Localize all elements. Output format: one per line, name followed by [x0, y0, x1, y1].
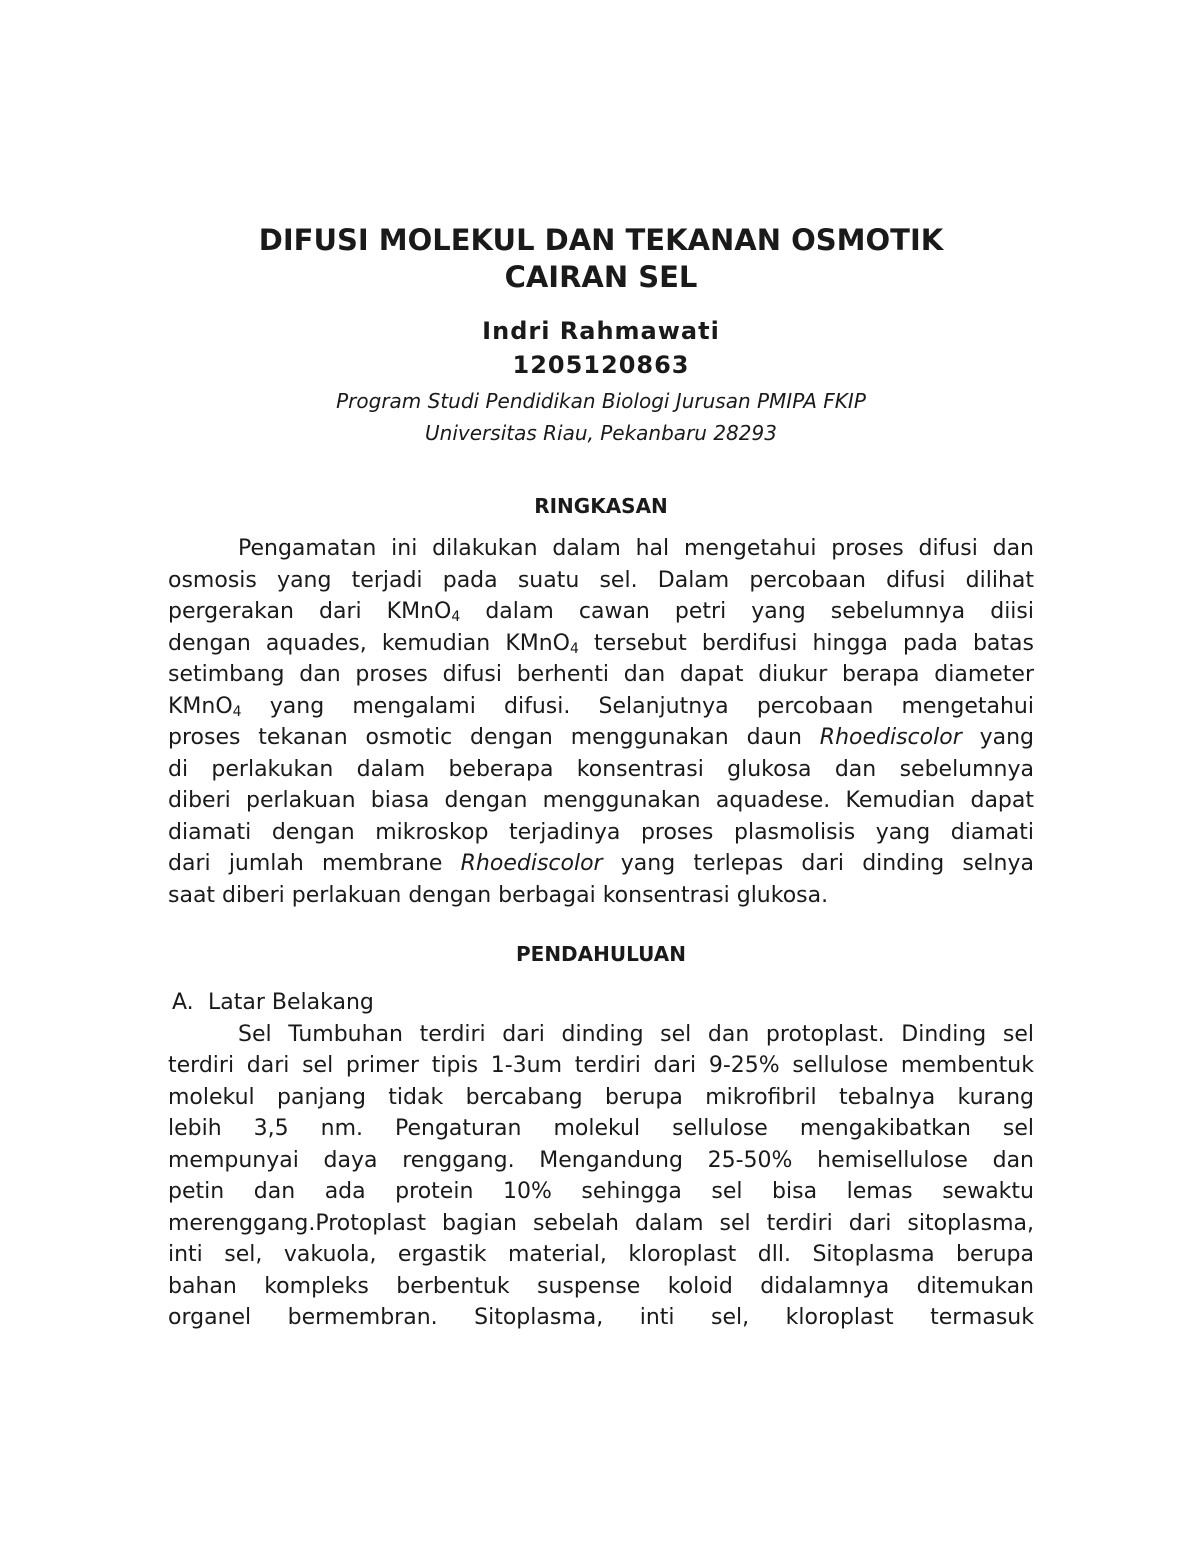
intro-line: organel bermembran. Sitoplasma, inti sel, kloroplast termasuk: [168, 1305, 1034, 1330]
abstract-text: KMnO: [168, 693, 233, 719]
intro-line: Sel Tumbuhan terdiri dari dinding sel dan protoplast. Dinding sel: [238, 1021, 1034, 1047]
abstract-text: yang mengalami difusi. Selanjutnya percobaan mengetahui: [241, 693, 1034, 719]
intro-line: mempunyai daya renggang. Mengandung 25-50% hemisellulose dan: [168, 1147, 1034, 1173]
abstract-line: diberi perlakuan biasa dengan menggunakan aquadese. Kemudian dapat: [168, 788, 1034, 813]
intro-line: molekul panjang tidak bercabang berupa mikrofibril tebalnya kurang: [168, 1084, 1034, 1110]
subsection-letter: A.: [172, 990, 194, 1015]
title-line-2: CAIRAN SEL: [504, 260, 698, 294]
abstract-text: dengan aquades, kemudian KMnO: [168, 630, 570, 656]
subscript: 4: [232, 703, 242, 720]
abstract-line: diamati dengan mikroskop terjadinya proses plasmolisis yang diamati: [168, 819, 1034, 845]
author-name: Indri Rahmawati: [482, 317, 720, 345]
abstract-line: Pengamatan ini dilakukan dalam hal mengetahui proses difusi dan: [238, 536, 1034, 561]
intro-line: terdiri dari sel primer tipis 1-3um terdiri dari 9-25% sellulose membentuk: [168, 1053, 1034, 1078]
intro-heading: PENDAHULUAN: [516, 942, 686, 966]
subsection-heading: [172, 987, 1034, 1019]
abstract-text: proses tekanan osmotic dengan menggunakan daun: [168, 725, 802, 750]
abstract-line: osmosis yang terjadi pada suatu sel. Dalam percobaan difusi dilihat: [168, 567, 1034, 593]
abstract-text: dari jumlah membrane: [168, 851, 443, 876]
subscript: 4: [451, 609, 461, 625]
abstract-line: [168, 722, 1034, 754]
subsection-title: Latar Belakang: [208, 990, 374, 1015]
abstract-line: [168, 848, 1034, 880]
abstract-line: [168, 596, 1034, 628]
abstract-paragraph: [168, 533, 1034, 911]
abstract-text: pergerakan dari KMnO: [168, 599, 452, 624]
intro-line: merenggang.Protoplast bagian sebelah dalam sel terdiri dari sitoplasma,: [168, 1210, 1034, 1236]
affiliation-line-2: Universitas Riau, Pekanbaru 28293: [425, 421, 777, 445]
intro-line: inti sel, vakuola, ergastik material, kloroplast dll. Sitoplasma berupa: [168, 1242, 1034, 1267]
abstract-text: yang terlepas dari dinding selnya: [602, 851, 1034, 876]
abstract-line: saat diberi perlakuan dengan berbagai konsentrasi glukosa.: [168, 882, 829, 908]
author-id: 1205120863: [512, 351, 690, 379]
title-line-1: DIFUSI MOLEKUL DAN TEKANAN OSMOTIK: [258, 223, 944, 257]
intro-line: lebih 3,5 nm. Pengaturan molekul sellulose mengakibatkan sel: [168, 1116, 1034, 1141]
species-name: Rhoediscolor: [819, 725, 962, 750]
abstract-line: [168, 628, 1034, 660]
intro-line: petin dan ada protein 10% sehingga sel bisa lemas sewaktu: [168, 1179, 1034, 1204]
abstract-text: yang: [961, 725, 1035, 750]
abstract-line: [168, 691, 1034, 723]
intro-paragraph: [168, 1019, 1034, 1334]
document-page: [168, 222, 1034, 1334]
abstract-heading: RINGKASAN: [534, 494, 668, 518]
document-title: [168, 222, 1034, 296]
abstract-text: tersebut berdifusi hingga pada batas: [578, 630, 1034, 656]
abstract-text: dalam cawan petri yang sebelumnya diisi: [460, 599, 1034, 624]
intro-line: bahan kompleks berbentuk suspense koloid didalamnya ditemukan: [168, 1273, 1034, 1299]
abstract-line: di perlakukan dalam beberapa konsentrasi glukosa dan sebelumnya: [168, 756, 1034, 782]
subscript: 4: [570, 640, 579, 657]
species-name: Rhoediscolor: [460, 851, 603, 876]
abstract-line: setimbang dan proses difusi berhenti dan dapat diukur berapa diameter: [168, 662, 1034, 687]
affiliation-line-1: Program Studi Pendidikan Biologi Jurusan PMIPA FKIP: [336, 389, 866, 413]
